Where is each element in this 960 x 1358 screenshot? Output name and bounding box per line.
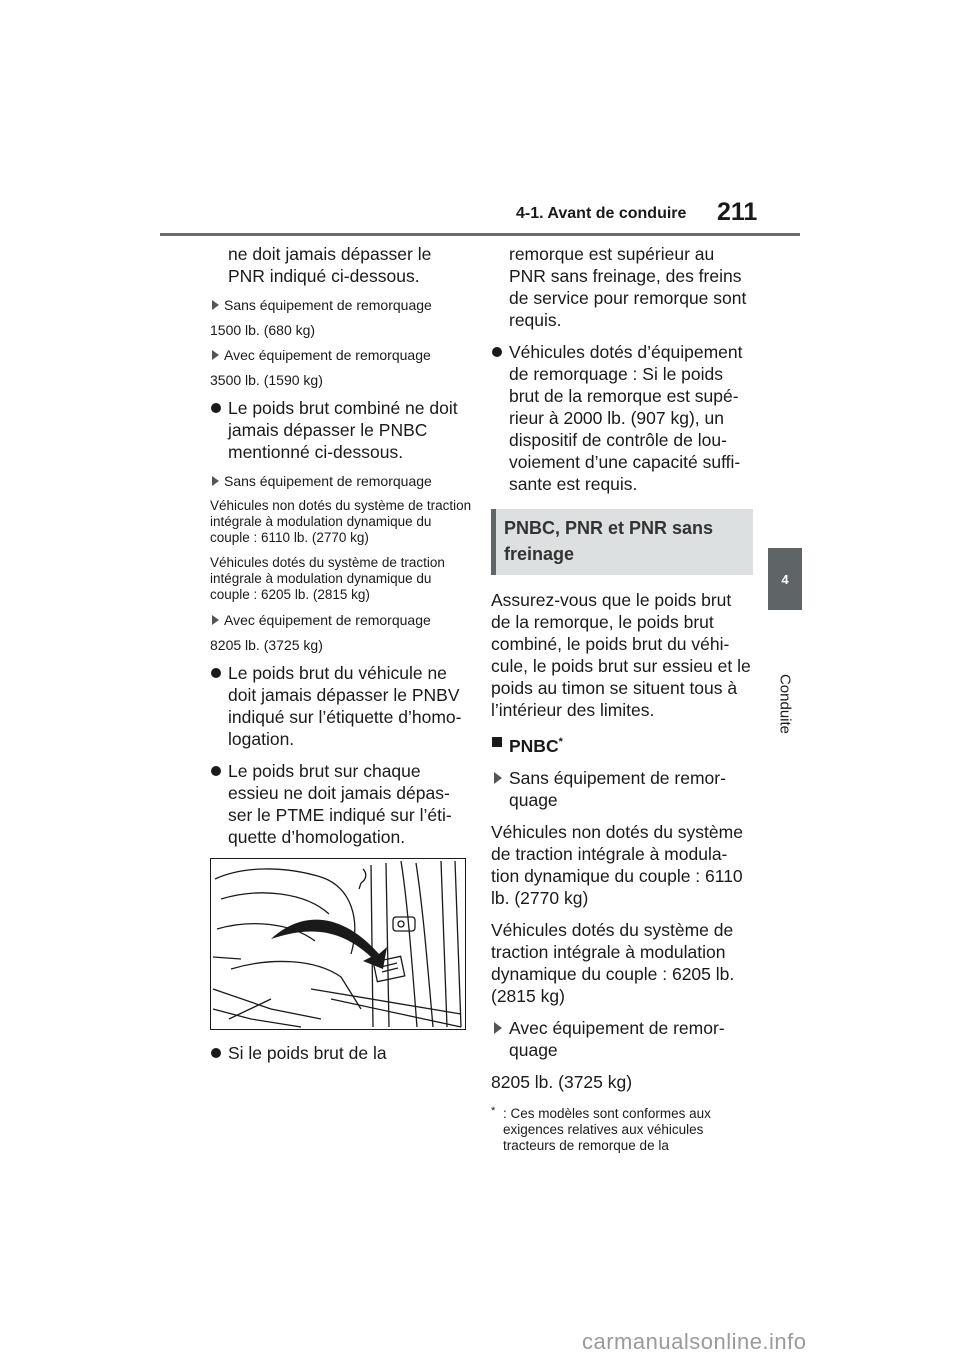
pnbc-without-value-1: Véhicules non dotés du système de traction intégrale à modulation dynamique du couple : 6110 lb. (2770 kg) <box>210 498 472 545</box>
bullet-si: Si le poids brut de la <box>210 1042 472 1064</box>
with-heading: Avec équipement de remor-quage <box>491 1017 753 1061</box>
header-rule <box>160 233 800 236</box>
chapter-tab-number: 4 <box>781 572 789 587</box>
bullet-pnbc: Le poids brut combiné ne doit jamais dépasser le PNBC mentionné ci-dessous. <box>210 397 472 463</box>
chapter-tab-label: Conduite <box>776 673 794 735</box>
pnr-with-value: 3500 lb. (1590 kg) <box>210 372 323 388</box>
continued-text: ne doit jamais dépasser le PNR indiqué ci-dessous. <box>228 244 432 286</box>
without-value-2: Véhicules dotés du système de traction intégrale à modulation dynamique du couple : 6205 lb. (2815 kg) <box>491 919 735 1006</box>
left-column <box>210 243 472 1074</box>
continued-text: remorque est supérieur au PNR sans freinage, des freins de service pour remorque sont requis. <box>509 244 747 330</box>
door-label-illustration <box>210 858 466 1030</box>
pnbc-without-value-2: Véhicules dotés du système de traction intégrale à modulation dynamique du couple : 6205 lb. (2815 kg) <box>210 555 445 602</box>
page-number: 211 <box>717 198 758 226</box>
header-section-title: 4-1. Avant de conduire <box>516 205 687 222</box>
bullet-pnbv: Le poids brut du véhicule ne doit jamais dépasser le PNBV indiqué sur l’étiquette d’homo-logation. <box>210 662 472 750</box>
bullet-ptme: Le poids brut sur chaque essieu ne doit jamais dépas-ser le PTME indiqué sur l’éti-quette d’homologation. <box>210 760 472 848</box>
intro-paragraph: Assurez-vous que le poids brut de la remorque, le poids brut combiné, le poids brut du véhi-cule, le poids brut sur essieu et le poids au timon se situent tous à l’intérieur des limites. <box>491 590 751 720</box>
pnbc-without-heading: Sans équipement de remorquage <box>210 473 472 490</box>
pnbc-with-heading: Avec équipement de remorquage <box>210 612 472 629</box>
right-column <box>491 243 753 1168</box>
door-pillar-label-drawing <box>211 859 464 1028</box>
pnr-with-heading: Avec équipement de remorquage <box>210 347 472 364</box>
section-heading-box <box>491 509 753 575</box>
bullet-equipment: Véhicules dotés d’équipement de remorquage : Si le poids brut de la remorque est supé-rieur à 2000 lb. (907 kg), un dispositif de contrôle de lou-voiement d’une capacité suffi-sante est requis. <box>491 341 753 495</box>
footnote: * : Ces modèles sont conformes aux exigences relatives aux véhicules tracteurs de remorque de la <box>491 1105 711 1154</box>
with-value: 8205 lb. (3725 kg) <box>491 1071 633 1092</box>
pnbc-heading: PNBC* <box>491 731 753 757</box>
footnote-marker: * <box>558 736 563 748</box>
pnbc-with-value: 8205 lb. (3725 kg) <box>210 637 323 653</box>
without-value-1: Véhicules non dotés du système de traction intégrale à modula-tion dynamique du couple : 6110 lb. (2770 kg) <box>491 821 743 908</box>
without-heading: Sans équipement de remor-quage <box>491 767 753 811</box>
section-heading: PNBC, PNR et PNR sans freinage <box>504 518 714 564</box>
pnr-without-heading: Sans équipement de remorquage <box>210 297 472 314</box>
watermark: carmanualsonline.info <box>582 1329 807 1354</box>
pnr-without-value: 1500 lb. (680 kg) <box>210 322 316 338</box>
